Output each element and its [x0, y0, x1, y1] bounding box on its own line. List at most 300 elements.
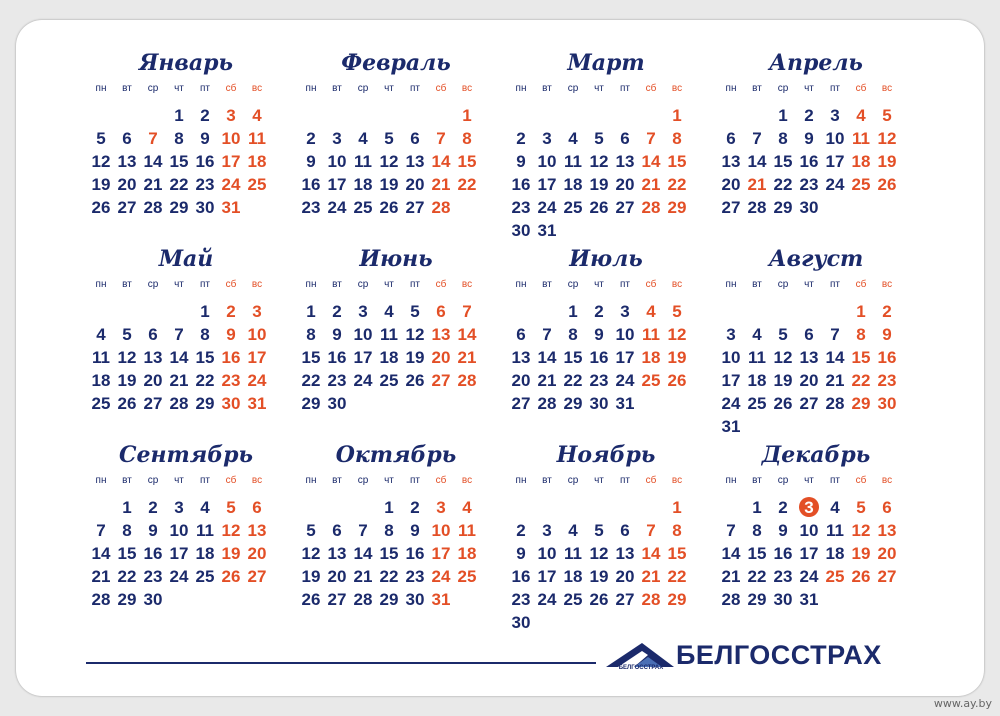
weekday-label: сб	[855, 279, 867, 290]
calendar-day: 8	[672, 129, 682, 148]
calendar-day: 8	[200, 325, 210, 344]
weekday-label: пт	[410, 475, 420, 486]
calendar-day: 28	[143, 198, 163, 217]
calendar-day: 1	[174, 106, 184, 125]
weekday-label: сб	[225, 279, 237, 290]
weekday-label: чт	[804, 279, 814, 290]
weekday-label: пн	[95, 83, 107, 94]
calendar-day: 27	[405, 198, 425, 217]
calendar-day: 5	[594, 521, 604, 540]
calendar-day: 27	[247, 567, 267, 586]
calendar-day: 15	[169, 152, 189, 171]
calendar-day: 16	[301, 175, 321, 194]
calendar-day: 3	[620, 302, 630, 321]
weekday-label: вс	[881, 475, 893, 486]
calendar-day: 6	[148, 325, 158, 344]
calendar-day: 1	[672, 498, 682, 517]
calendar-day: 24	[537, 198, 557, 217]
weekday-label: вс	[251, 475, 263, 486]
calendar-day: 15	[457, 152, 477, 171]
weekday-label: чт	[384, 475, 394, 486]
calendar-day: 3	[252, 302, 262, 321]
calendar-day: 20	[877, 544, 897, 563]
calendar-day: 19	[773, 371, 793, 390]
calendar-day: 19	[589, 567, 609, 586]
calendar-day: 20	[117, 175, 137, 194]
month-days	[88, 300, 284, 450]
calendar-day: 3	[436, 498, 446, 517]
calendar-day: 27	[143, 394, 163, 413]
calendar-day: 5	[882, 106, 892, 125]
weekday-label: ср	[147, 83, 159, 94]
calendar-day: 3	[796, 496, 822, 519]
weekday-label: пт	[620, 279, 630, 290]
calendar-day: 10	[327, 152, 347, 171]
calendar-day: 19	[851, 544, 871, 563]
calendar-day: 3	[542, 521, 552, 540]
weekday-label: вт	[542, 279, 552, 290]
calendar-day: 28	[825, 394, 845, 413]
calendar-day: 18	[247, 152, 267, 171]
calendar-day: 25	[91, 394, 111, 413]
calendar-day: 21	[353, 567, 373, 586]
calendar-day: 10	[221, 129, 241, 148]
calendar-day: 9	[200, 129, 210, 148]
calendar-day: 24	[799, 567, 819, 586]
calendar-day: 6	[332, 521, 342, 540]
calendar-day: 1	[200, 302, 210, 321]
calendar-day: 7	[726, 521, 736, 540]
weekday-header-row	[88, 279, 284, 291]
calendar-day: 13	[721, 152, 741, 171]
weekday-label: вс	[881, 83, 893, 94]
calendar-day: 19	[301, 567, 321, 586]
calendar-day: 28	[721, 590, 741, 609]
calendar-day: 21	[825, 371, 845, 390]
calendar-day: 3	[358, 302, 368, 321]
calendar-day: 26	[589, 198, 609, 217]
calendar-day: 13	[799, 348, 819, 367]
calendar-day: 28	[353, 590, 373, 609]
calendar-day: 15	[379, 544, 399, 563]
calendar-day: 18	[641, 348, 661, 367]
calendar-day: 22	[379, 567, 399, 586]
calendar-day: 27	[117, 198, 137, 217]
calendar-day: 4	[96, 325, 106, 344]
calendar-day: 16	[221, 348, 241, 367]
calendar-day: 26	[877, 175, 897, 194]
weekday-label: чт	[804, 475, 814, 486]
calendar-day: 27	[327, 590, 347, 609]
calendar-day: 16	[405, 544, 425, 563]
calendar-day: 20	[405, 175, 425, 194]
calendar-day: 19	[667, 348, 687, 367]
weekday-label: пт	[200, 279, 210, 290]
calendar-day: 16	[877, 348, 897, 367]
calendar-day: 25	[851, 175, 871, 194]
weekday-label: вт	[122, 83, 132, 94]
calendar-day: 30	[799, 198, 819, 217]
weekday-label: вт	[122, 475, 132, 486]
calendar-day: 11	[564, 544, 582, 563]
weekday-label: сб	[645, 279, 657, 290]
calendar-day: 17	[721, 371, 741, 390]
calendar-day: 5	[856, 498, 866, 517]
calendar-day: 8	[752, 521, 762, 540]
weekday-label: пн	[725, 475, 737, 486]
month-days	[298, 104, 494, 254]
calendar-day: 8	[778, 129, 788, 148]
signature-line	[86, 662, 596, 664]
calendar-day: 4	[856, 106, 866, 125]
calendar-day: 9	[226, 325, 236, 344]
weekday-label: вт	[122, 279, 132, 290]
weekday-header-row	[508, 83, 704, 95]
weekday-label: пн	[515, 475, 527, 486]
calendar-day: 27	[615, 198, 635, 217]
calendar-day: 14	[825, 348, 845, 367]
calendar-day: 8	[384, 521, 394, 540]
weekday-header-row	[508, 475, 704, 487]
calendar-day: 16	[143, 544, 163, 563]
calendar-day: 2	[804, 106, 814, 125]
calendar-day: 13	[877, 521, 897, 540]
brand-name: БЕЛГОССТРАХ	[676, 640, 882, 670]
month-days	[718, 300, 914, 450]
calendar-day: 22	[667, 567, 687, 586]
weekday-label: вс	[671, 83, 683, 94]
calendar-day: 29	[851, 394, 871, 413]
calendar-day: 29	[747, 590, 767, 609]
weekday-label: вс	[671, 475, 683, 486]
calendar-day: 28	[641, 198, 661, 217]
calendar-day: 18	[825, 544, 845, 563]
calendar-day: 19	[405, 348, 425, 367]
calendar-day: 9	[804, 129, 814, 148]
calendar-day: 16	[327, 348, 347, 367]
calendar-day: 14	[721, 544, 741, 563]
calendar-day: 15	[301, 348, 321, 367]
calendar-day: 11	[458, 521, 476, 540]
weekday-label: пн	[725, 279, 737, 290]
calendar-day: 5	[594, 129, 604, 148]
weekday-label: вт	[752, 475, 762, 486]
month-name: Декабрь	[761, 442, 871, 468]
calendar-day: 18	[353, 175, 373, 194]
calendar-day: 8	[568, 325, 578, 344]
weekday-label: вт	[332, 475, 342, 486]
calendar-day: 11	[564, 152, 582, 171]
calendar-day: 22	[563, 371, 583, 390]
weekday-label: ср	[777, 475, 789, 486]
calendar-day: 25	[825, 567, 845, 586]
calendar-day: 28	[747, 198, 767, 217]
calendar-day: 30	[773, 590, 793, 609]
calendar-day: 25	[641, 371, 661, 390]
calendar-day: 12	[379, 152, 399, 171]
weekday-label: ср	[357, 475, 369, 486]
calendar-day: 22	[851, 371, 871, 390]
weekday-label: вс	[251, 279, 263, 290]
calendar-day: 20	[721, 175, 741, 194]
calendar-day: 1	[752, 498, 762, 517]
weekday-label: вт	[332, 83, 342, 94]
calendar-day: 1	[306, 302, 316, 321]
calendar-day: 28	[537, 394, 557, 413]
calendar-day: 18	[379, 348, 399, 367]
calendar-day: 25	[457, 567, 477, 586]
weekday-label: вс	[461, 475, 473, 486]
calendar-day: 9	[882, 325, 892, 344]
calendar-day: 26	[91, 198, 111, 217]
calendar-day: 19	[117, 371, 137, 390]
calendar-day: 15	[117, 544, 137, 563]
calendar-day: 21	[721, 567, 741, 586]
calendar-day: 10	[247, 325, 267, 344]
calendar-day: 11	[852, 129, 870, 148]
calendar-day: 1	[568, 302, 578, 321]
calendar-day: 13	[117, 152, 137, 171]
weekday-label: пн	[95, 279, 107, 290]
weekday-label: вт	[752, 279, 762, 290]
calendar-day: 13	[511, 348, 531, 367]
calendar-day: 13	[615, 544, 635, 563]
calendar-day: 16	[511, 175, 531, 194]
calendar-day: 18	[195, 544, 215, 563]
month-name: Август	[768, 246, 864, 272]
calendar-day: 2	[778, 498, 788, 517]
calendar-day: 8	[856, 325, 866, 344]
calendar-day: 16	[511, 567, 531, 586]
calendar-day: 20	[799, 371, 819, 390]
calendar-day: 3	[332, 129, 342, 148]
calendar-day: 22	[117, 567, 137, 586]
calendar-day: 29	[667, 590, 687, 609]
calendar-day: 1	[672, 106, 682, 125]
calendar-day: 3	[174, 498, 184, 517]
calendar-day: 9	[516, 544, 526, 563]
calendar-day: 17	[353, 348, 373, 367]
calendar-day: 28	[431, 198, 451, 217]
calendar-day: 5	[306, 521, 316, 540]
weekday-label: пт	[410, 279, 420, 290]
calendar-day: 2	[516, 129, 526, 148]
calendar-day: 24	[615, 371, 635, 390]
calendar-day: 10	[431, 521, 451, 540]
calendar-day: 20	[247, 544, 267, 563]
calendar-day: 7	[358, 521, 368, 540]
month-name: Апрель	[769, 50, 863, 76]
calendar-day: 19	[379, 175, 399, 194]
weekday-label: чт	[174, 279, 184, 290]
weekday-label: сб	[435, 475, 447, 486]
calendar-day: 9	[410, 521, 420, 540]
calendar-day: 27	[511, 394, 531, 413]
calendar-day: 27	[431, 371, 451, 390]
calendar-day: 2	[516, 521, 526, 540]
calendar-day: 20	[615, 175, 635, 194]
calendar-day: 1	[856, 302, 866, 321]
month-days	[718, 104, 914, 254]
weekday-label: вс	[251, 83, 263, 94]
weekday-label: ср	[567, 475, 579, 486]
calendar-day: 23	[405, 567, 425, 586]
calendar-day: 21	[431, 175, 451, 194]
calendar-day: 11	[354, 152, 372, 171]
weekday-label: пт	[410, 83, 420, 94]
calendar-day: 10	[799, 521, 819, 540]
calendar-day: 11	[92, 348, 110, 367]
calendar-day: 4	[568, 129, 578, 148]
month-name: Июль	[569, 246, 643, 272]
month-days	[508, 300, 704, 450]
calendar-day: 8	[122, 521, 132, 540]
calendar-day: 22	[169, 175, 189, 194]
weekday-label: сб	[435, 83, 447, 94]
calendar-day: 16	[195, 152, 215, 171]
weekday-header-row	[88, 83, 284, 95]
calendar-day: 6	[620, 521, 630, 540]
calendar-day: 5	[672, 302, 682, 321]
month-name: Январь	[138, 50, 234, 76]
calendar-day: 5	[122, 325, 132, 344]
weekday-label: пт	[830, 475, 840, 486]
calendar-day: 28	[457, 371, 477, 390]
calendar-day: 25	[563, 198, 583, 217]
calendar-day: 27	[799, 394, 819, 413]
calendar-day: 26	[773, 394, 793, 413]
calendar-day: 1	[384, 498, 394, 517]
weekday-label: сб	[645, 475, 657, 486]
calendar-day: 26	[667, 371, 687, 390]
calendar-day: 31	[537, 221, 557, 240]
weekday-label: ср	[777, 83, 789, 94]
calendar-day: 19	[877, 152, 897, 171]
calendar-day: 8	[462, 129, 472, 148]
calendar-day: 18	[747, 371, 767, 390]
weekday-label: пт	[200, 83, 210, 94]
calendar-day: 14	[91, 544, 111, 563]
calendar-day: 17	[327, 175, 347, 194]
calendar-day: 4	[358, 129, 368, 148]
weekday-label: пн	[305, 83, 317, 94]
calendar-day: 21	[143, 175, 163, 194]
calendar-day: 13	[247, 521, 267, 540]
pocket-calendar-card	[16, 20, 984, 696]
calendar-day: 29	[195, 394, 215, 413]
calendar-day: 29	[667, 198, 687, 217]
calendar-day: 28	[91, 590, 111, 609]
calendar-day: 22	[301, 371, 321, 390]
weekday-label: пт	[620, 83, 630, 94]
weekday-label: ср	[147, 279, 159, 290]
weekday-label: вт	[542, 475, 552, 486]
calendar-day: 19	[91, 175, 111, 194]
calendar-day: 1	[462, 106, 472, 125]
calendar-day: 10	[721, 348, 741, 367]
calendar-day: 16	[773, 544, 793, 563]
calendar-day: 18	[91, 371, 111, 390]
calendar-day: 12	[405, 325, 425, 344]
weekday-label: сб	[855, 475, 867, 486]
calendar-day: 15	[667, 544, 687, 563]
calendar-day: 23	[143, 567, 163, 586]
calendar-day: 23	[773, 567, 793, 586]
calendar-day: 21	[457, 348, 477, 367]
calendar-day: 21	[537, 371, 557, 390]
weekday-label: чт	[174, 83, 184, 94]
calendar-day: 23	[799, 175, 819, 194]
calendar-day: 24	[537, 590, 557, 609]
calendar-day: 14	[747, 152, 767, 171]
calendar-day: 4	[200, 498, 210, 517]
calendar-day: 23	[301, 198, 321, 217]
calendar-day: 14	[457, 325, 477, 344]
calendar-day: 23	[589, 371, 609, 390]
calendar-day: 6	[726, 129, 736, 148]
calendar-day: 23	[327, 371, 347, 390]
calendar-day: 15	[195, 348, 215, 367]
calendar-day: 30	[143, 590, 163, 609]
month-days	[298, 300, 494, 450]
calendar-day: 3	[542, 129, 552, 148]
calendar-day: 29	[117, 590, 137, 609]
calendar-day: 14	[353, 544, 373, 563]
weekday-label: вс	[881, 279, 893, 290]
calendar-day: 7	[646, 521, 656, 540]
calendar-day: 8	[174, 129, 184, 148]
calendar-day: 12	[667, 325, 687, 344]
calendar-day: 12	[91, 152, 111, 171]
calendar-day: 22	[747, 567, 767, 586]
weekday-label: пт	[830, 279, 840, 290]
calendar-day: 12	[877, 129, 897, 148]
weekday-label: вс	[461, 279, 473, 290]
calendar-day: 15	[747, 544, 767, 563]
calendar-day: 31	[799, 590, 819, 609]
calendar-day: 21	[91, 567, 111, 586]
calendar-day: 10	[537, 152, 557, 171]
calendar-day: 21	[747, 175, 767, 194]
weekday-label: чт	[804, 83, 814, 94]
calendar-day: 31	[221, 198, 241, 217]
calendar-day: 16	[589, 348, 609, 367]
calendar-day: 30	[589, 394, 609, 413]
month-name: Октябрь	[335, 442, 457, 468]
calendar-day: 18	[457, 544, 477, 563]
calendar-day: 24	[327, 198, 347, 217]
calendar-day: 11	[380, 325, 398, 344]
weekday-label: пн	[305, 475, 317, 486]
month-name: Май	[158, 246, 214, 272]
weekday-header-row	[88, 475, 284, 487]
weekday-label: пт	[620, 475, 630, 486]
month-name: Июнь	[359, 246, 433, 272]
calendar-day: 22	[667, 175, 687, 194]
brand-logo	[604, 635, 904, 675]
weekday-label: пт	[200, 475, 210, 486]
weekday-header-row	[718, 475, 914, 487]
calendar-day: 25	[195, 567, 215, 586]
calendar-day: 30	[877, 394, 897, 413]
calendar-day: 14	[641, 152, 661, 171]
calendar-day: 24	[431, 567, 451, 586]
calendar-day: 13	[615, 152, 635, 171]
calendar-day: 22	[773, 175, 793, 194]
calendar-day: 1	[778, 106, 788, 125]
calendar-day: 7	[646, 129, 656, 148]
calendar-day: 4	[646, 302, 656, 321]
